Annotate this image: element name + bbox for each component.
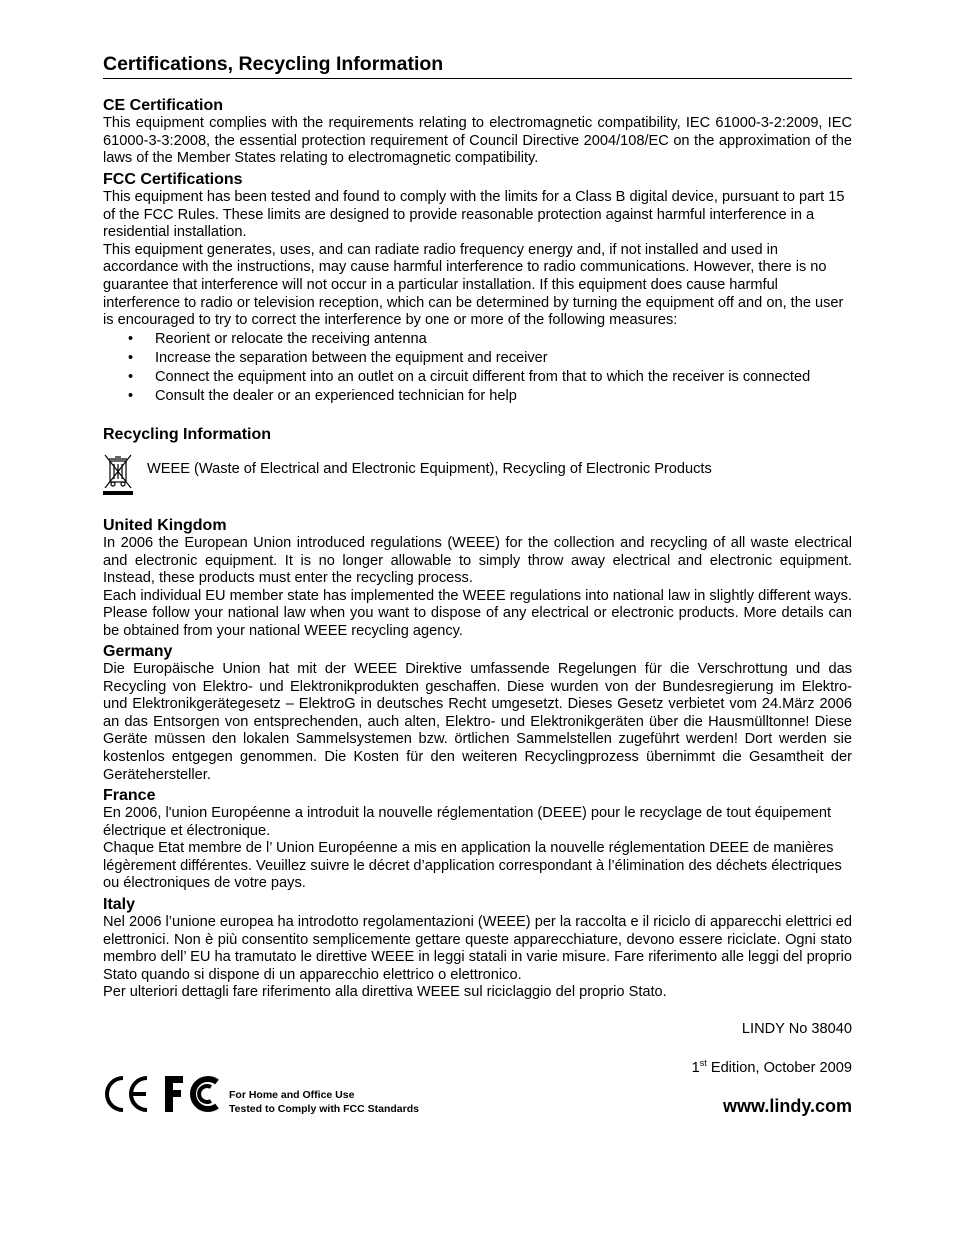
recycling-section bbox=[103, 425, 852, 444]
italy-section bbox=[103, 895, 852, 1002]
fcc-statement-line-2: Tested to Comply with FCC Standards bbox=[229, 1103, 419, 1115]
list-item: • Increase the separation between the equipment and receiver bbox=[103, 349, 852, 368]
ce-heading: CE Certification bbox=[103, 97, 224, 114]
fcc-section bbox=[103, 170, 852, 406]
list-item: • Reorient or relocate the receiving antenna bbox=[103, 330, 852, 349]
fcc-statement-line-1: For Home and Office Use bbox=[229, 1089, 355, 1101]
italy-heading: Italy bbox=[103, 896, 136, 913]
france-section bbox=[103, 786, 852, 893]
document-page bbox=[103, 0, 852, 1235]
edition-number: 1 bbox=[691, 1059, 700, 1076]
page-title: Certifications, Recycling Information bbox=[103, 52, 852, 79]
ce-text: This equipment complies with the requirements relating to electromagnetic compatibility, IEC 61000-3-2:2009, IEC 61000-3-3:2008, the essential protection requirement of Council Directive 2004/108/EC on the approximation of the laws of the Member States relating to electromagnetic compatibility. bbox=[103, 115, 852, 167]
product-number: LINDY No 38040 bbox=[741, 1021, 852, 1037]
germany-section bbox=[103, 642, 852, 784]
uk-section bbox=[103, 516, 852, 641]
edition-text: Edition, October 2009 bbox=[706, 1059, 852, 1076]
edition-line bbox=[692, 1058, 852, 1076]
recycling-heading: Recycling Information bbox=[103, 426, 272, 443]
certification-logos bbox=[103, 1072, 463, 1116]
list-item: • Connect the equipment into an outlet on a circuit different from that to which the receiver is connected bbox=[103, 368, 852, 387]
ce-section bbox=[103, 96, 852, 168]
italy-paragraph-1: Nel 2006 l’unione europea ha introdotto regolamentazioni (WEEE) per la raccolta e il riciclo di apparecchi elettrici ed elettronici. Non è più consentito semplicemente gettare queste apparecchiature, devono essere riciclate. Ogni stato membro dell’ EU ha tramutato le direttive WEEE in leggi statali in varie misure. Fare riferimento alle leggi del proprio Stato quando si dispone di un apparecchio elettrico o elettronico. bbox=[103, 914, 852, 983]
fcc-measures-list bbox=[103, 330, 852, 406]
edition-suffix: st bbox=[699, 1058, 707, 1068]
weee-description: WEEE (Waste of Electrical and Electronic Equipment), Recycling of Electronic Products bbox=[147, 461, 712, 477]
france-paragraph-2: Chaque Etat membre de l’ Union Européenne a mis en application la nouvelle réglementation DEEE de manières légèrement différentes. Veuillez suivre le décret d’application correspondant à l’élimination des déchets électriques ou électroniques de votre pays. bbox=[103, 840, 842, 892]
fcc-statement bbox=[229, 1088, 419, 1116]
italy-paragraph-2: Per ulteriori dettagli fare riferimento alla direttiva WEEE sul riciclaggio del proprio Stato. bbox=[103, 984, 667, 1001]
fcc-heading: FCC Certifications bbox=[103, 171, 243, 188]
crossed-out-wheelie-bin-icon bbox=[103, 452, 133, 496]
fcc-paragraph-1: This equipment has been tested and found to comply with the limits for a Class B digital device, pursuant to part 15 of the FCC Rules. These limits are designed to provide reasonable protection against harmful interference in a residential installation. bbox=[103, 189, 845, 241]
ce-mark-icon bbox=[103, 1072, 149, 1116]
germany-paragraph: Die Europäische Union hat mit der WEEE Direktive umfassende Regelungen für die Verschrottung und das Recycling von Elektro- und Elektronikprodukten geschaffen. Diese wurden von der Bundesregierung im Elektro- und Elektronikgerätegesetz – ElektroG in deutsches Recht umgesetzt. Dieses Gesetz verbietet vom 24.März 2006 an das Entsorgen von entsprechenden, auch alten, Elektro- und Elektronikgeräten über die Hausmülltonne! Diese Geräte müssen den lokalen Sammelsystemen bzw. örtlichen Sammelstellen zugeführt werden! Dort werden sie kostenlos entgegen genommen. Die Kosten für den weiteren Recyclingprozess übernimmt die Gesamtheit der Gerätehersteller. bbox=[103, 661, 852, 783]
weee-row bbox=[103, 452, 852, 498]
uk-paragraph-2: Each individual EU member state has implemented the WEEE regulations into national law in slightly different ways. Please follow your national law when you want to dispose of any electrical or electronic products. More details can be obtained from your national WEEE recycling agency. bbox=[103, 587, 852, 639]
germany-heading: Germany bbox=[103, 643, 173, 660]
france-heading: France bbox=[103, 787, 156, 804]
uk-heading: United Kingdom bbox=[103, 517, 227, 534]
list-item: • Consult the dealer or an experienced technician for help bbox=[103, 387, 852, 406]
france-paragraph-1: En 2006, l'union Européenne a introduit la nouvelle réglementation (DEEE) pour le recyclage de tout équipement électrique et électronique. bbox=[103, 805, 832, 839]
uk-paragraph-1: In 2006 the European Union introduced regulations (WEEE) for the collection and recycling of all waste electrical and electronic equipment. It is no longer allowable to simply throw away electrical and electronic equipment. Instead, these products must enter the recycling process. bbox=[103, 535, 852, 587]
fcc-logo-icon bbox=[163, 1072, 221, 1116]
fcc-paragraph-2: This equipment generates, uses, and can radiate radio frequency energy and, if not installed and used in accordance with the instructions, may cause harmful interference to radio communications. However, there is no guarantee that interference will not occur in a particular installation. If this equipment does cause harmful interference to radio or television reception, which can be determined by turning the equipment off and on, the user is encouraged to try to correct the interference by one or more of the following measures: bbox=[103, 241, 844, 329]
website-link[interactable]: www.lindy.com bbox=[722, 1096, 852, 1116]
